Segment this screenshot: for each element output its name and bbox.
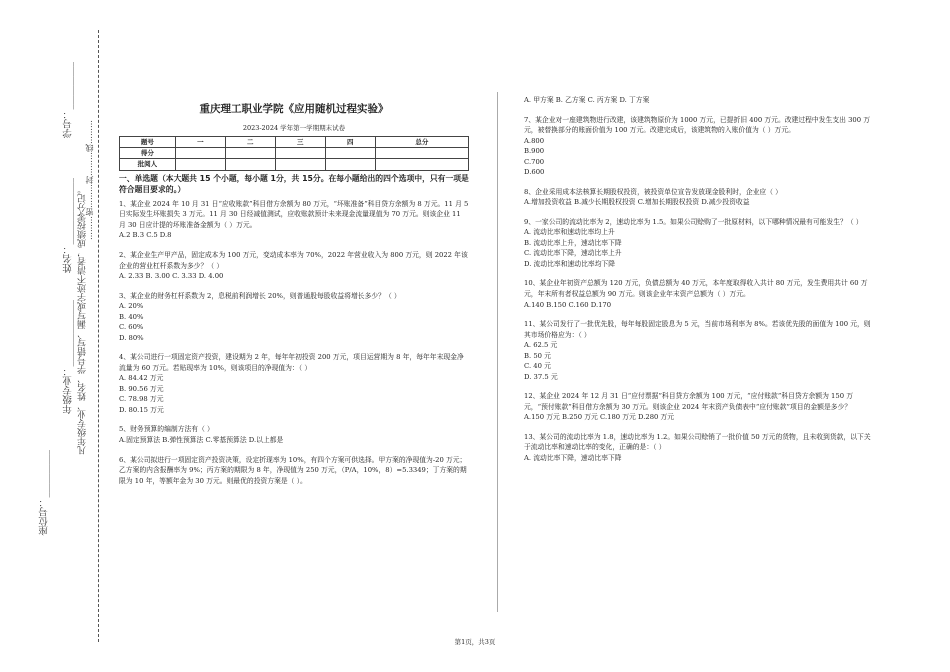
question <box>524 391 874 423</box>
question-stem: 10、某企业年初资产总额为 120 万元，负债总额为 40 万元，本年度取得收入共计 80 万元，发生费用共计 60 万元，年末所有者权益总额为 90 万元。则该企业年末资产总额为（ ）万元。 <box>524 279 868 298</box>
question-stem: 6、某公司拟进行一项固定资产投资决策，设定折现率为 10%，有四个方案可供选择。甲方案的净现值为-20 万元；乙方案的内含报酬率为 9%；丙方案的期限为 8 年，净现值为 250 万元，（P/A，10%，8）=5.3349；丁方案的期限为 10 年，等额年金为 30 万元。则最优的投资方案是（ ）。 <box>119 455 467 485</box>
score-table-header-row <box>120 137 469 148</box>
question-option: C. 流动比率下降，速动比率上升 <box>524 249 622 258</box>
question-option: A. 甲方案 B. 乙方案 C. 丙方案 D. 丁方案 <box>524 96 650 104</box>
score-cell <box>175 159 225 170</box>
question-option: A.800 <box>524 136 545 145</box>
left-column <box>119 95 469 495</box>
score-col-header: 题号 <box>120 137 176 148</box>
section-heading: 一、单选题（本大题共 15 个小题，每小题 1分，共 15分。在每小题给出的四个选项中，只有一项是符合题目要求的。） <box>119 173 469 195</box>
question-option: B. 40% <box>119 312 144 321</box>
question-option: D.600 <box>524 168 545 177</box>
name-label: 姓名：______________ <box>63 178 74 273</box>
question-stem: 4、某公司进行一项固定资产投资，建设期为 2 年，每年年初投资 200 万元，项目运营期为 8 年，每年年末现金净流量为 60 万元。若贴现率为 10%，则该项目的净现值为：（ ） <box>119 353 464 372</box>
question-option: A. 62.5 元 <box>524 341 558 350</box>
right-column <box>524 95 874 472</box>
binding-dash-line <box>98 30 99 642</box>
question-stem: 1、某企业 2024 年 10 月 31 日“应收账款”科目借方余额为 80 万元，“坏账准备”科目贷方余额为 8 万元。11 月 5 日实际发生坏账损失 3 万元。11 月 30 日经减值测试，应收账款预计未来现金流量现值为 70 万元。则该企业 11 月 30 日应计提的坏账准备金额为（ ）万元。 <box>119 199 469 229</box>
question <box>524 95 874 106</box>
question <box>524 115 874 178</box>
question <box>524 187 874 208</box>
score-cell <box>375 159 468 170</box>
student-id-label: 学号：__________ <box>63 62 74 138</box>
score-cell <box>175 148 225 159</box>
right-question-list <box>524 95 874 463</box>
question-stem: 5、财务预算的编制方法有（ ） <box>119 425 214 434</box>
question <box>119 199 469 241</box>
question-option: C. 60% <box>119 323 144 332</box>
score-col-header: 一 <box>175 137 225 148</box>
score-cell <box>325 148 375 159</box>
question-option: A.140 B.150 C.160 D.170 <box>524 300 612 309</box>
question-stem: 3、某企业的财务杠杆系数为 2，息税前利润增长 20%，则普通股每股收益将增长多少？（ ） <box>119 291 401 300</box>
score-cell <box>275 148 325 159</box>
question-option: B. 流动比率上升，速动比率下降 <box>524 238 622 247</box>
question <box>119 455 469 487</box>
score-table-row <box>120 159 469 170</box>
question-option: D. 80.15 万元 <box>119 405 164 414</box>
question <box>524 217 874 270</box>
score-col-header: 三 <box>275 137 325 148</box>
question-option: A.固定预算法 B.弹性预算法 C.零基预算法 D.以上都是 <box>119 435 284 444</box>
question-stem: 13、某公司的流动比率为 1.8，速动比率为 1.2。如果公司赊销了一批价值 50 万元的货物，且未收到货款，以下关于流动比率和速动比率的变化，正确的是：（ ） <box>524 432 871 452</box>
page-footer: 第1页，共3页 <box>454 638 496 646</box>
question-stem: 7、某企业对一座建筑物进行改建，该建筑物原价为 1000 万元，已提折旧 400 万元。改建过程中发生支出 300 万元，被替换部分的账面价值为 100 万元。改建完成后，该建筑物的入账价值为（ ）万元。 <box>524 115 870 135</box>
question <box>119 250 469 282</box>
question-option: A. 84.42 万元 <box>119 374 164 383</box>
question <box>524 432 874 464</box>
question-option: D. 80% <box>119 333 144 342</box>
question-option: D. 流动比率和速动比率均下降 <box>524 259 616 268</box>
question <box>119 291 469 344</box>
score-cell <box>325 159 375 170</box>
question-option: A. 流动比率下降，速动比率下降 <box>524 453 622 462</box>
exam-subtitle: 2023-2024 学年第一学期期末试卷 <box>242 124 346 133</box>
left-question-list <box>119 199 469 486</box>
score-cell <box>225 148 275 159</box>
question-option: A.2 B.3 C.5 D.8 <box>119 231 172 240</box>
question-stem: 12、某企业 2024 年 12 月 31 日“应付票据”科目贷方余额为 100 万元，“应付账款”科目贷方余额为 150 万元，“预付账款”科目借方余额为 30 万元。则该企业 2024 年末资产负债表中“应付账款”项目的金额是多少？ <box>524 392 853 411</box>
question-option: B.900 <box>524 147 545 156</box>
score-col-header: 总分 <box>375 137 468 148</box>
score-cell <box>275 159 325 170</box>
question-stem: 2、某企业生产甲产品，固定成本为 100 万元，变动成本率为 70%，2022 年营业收入为 800 万元，则 2022 年该企业的营业杠杆系数为多少？（ ） <box>119 251 468 270</box>
question-option: A. 20% <box>119 302 144 311</box>
question-option: B. 90.56 万元 <box>119 384 164 393</box>
score-col-header: 二 <box>225 137 275 148</box>
binding-warning: 凡年级专业、姓名、学号错写、漏写或字迹不清者，成绩按零分记。 <box>78 185 88 455</box>
question-option: A.150 万元 B.250 万元 C.180 万元 D.280 万元 <box>524 413 675 422</box>
question-stem: 8、企业采用成本法核算长期股权投资，被投资单位宣告发放现金股利时，企业应（ ） <box>524 187 782 196</box>
column-divider <box>497 92 498 612</box>
question-option: A. 流动比率和速动比率均上升 <box>524 228 615 237</box>
question <box>119 352 469 415</box>
question-stem: 9、一家公司的流动比率为 2，速动比率为 1.5。如果公司赊购了一批原材料，以下哪种情况最有可能发生？（ ） <box>524 217 863 226</box>
question-option: C.700 <box>524 157 545 166</box>
score-row-label: 批阅人 <box>120 159 176 170</box>
question <box>119 424 469 445</box>
question <box>524 278 874 310</box>
score-cell <box>375 148 468 159</box>
score-col-header: 四 <box>325 137 375 148</box>
question-option: C. 78.98 万元 <box>119 395 164 404</box>
exam-title: 重庆理工职业学院《应用随机过程实验》 <box>199 103 389 115</box>
question-option: A.增加投资收益 B.减少长期股权投资 C.增加长期股权投资 D.减少投资收益 <box>524 198 750 207</box>
binding-margin <box>0 0 100 672</box>
score-table <box>119 136 469 170</box>
major-label: 年级专业：______________ <box>63 300 74 414</box>
question-option: D. 37.5 元 <box>524 372 558 381</box>
question-option: A. 2.33 B. 3.00 C. 3.33 D. 4.00 <box>119 272 224 281</box>
question <box>524 319 874 382</box>
score-cell <box>225 159 275 170</box>
score-row-label: 得分 <box>120 148 176 159</box>
score-table-row <box>120 148 469 159</box>
binding-line-text: ………密………封………线……… <box>85 120 94 240</box>
question-option: C. 40 元 <box>524 362 551 371</box>
question-option: B. 50 元 <box>524 351 551 360</box>
question-stem: 11、某公司发行了一批优先股，每年每股固定股息为 5 元，当前市场利率为 8%。若该优先股的面值为 100 元，则其市场价格应为：（ ） <box>524 320 871 339</box>
seat-label: 座位号：__________ <box>39 450 50 536</box>
